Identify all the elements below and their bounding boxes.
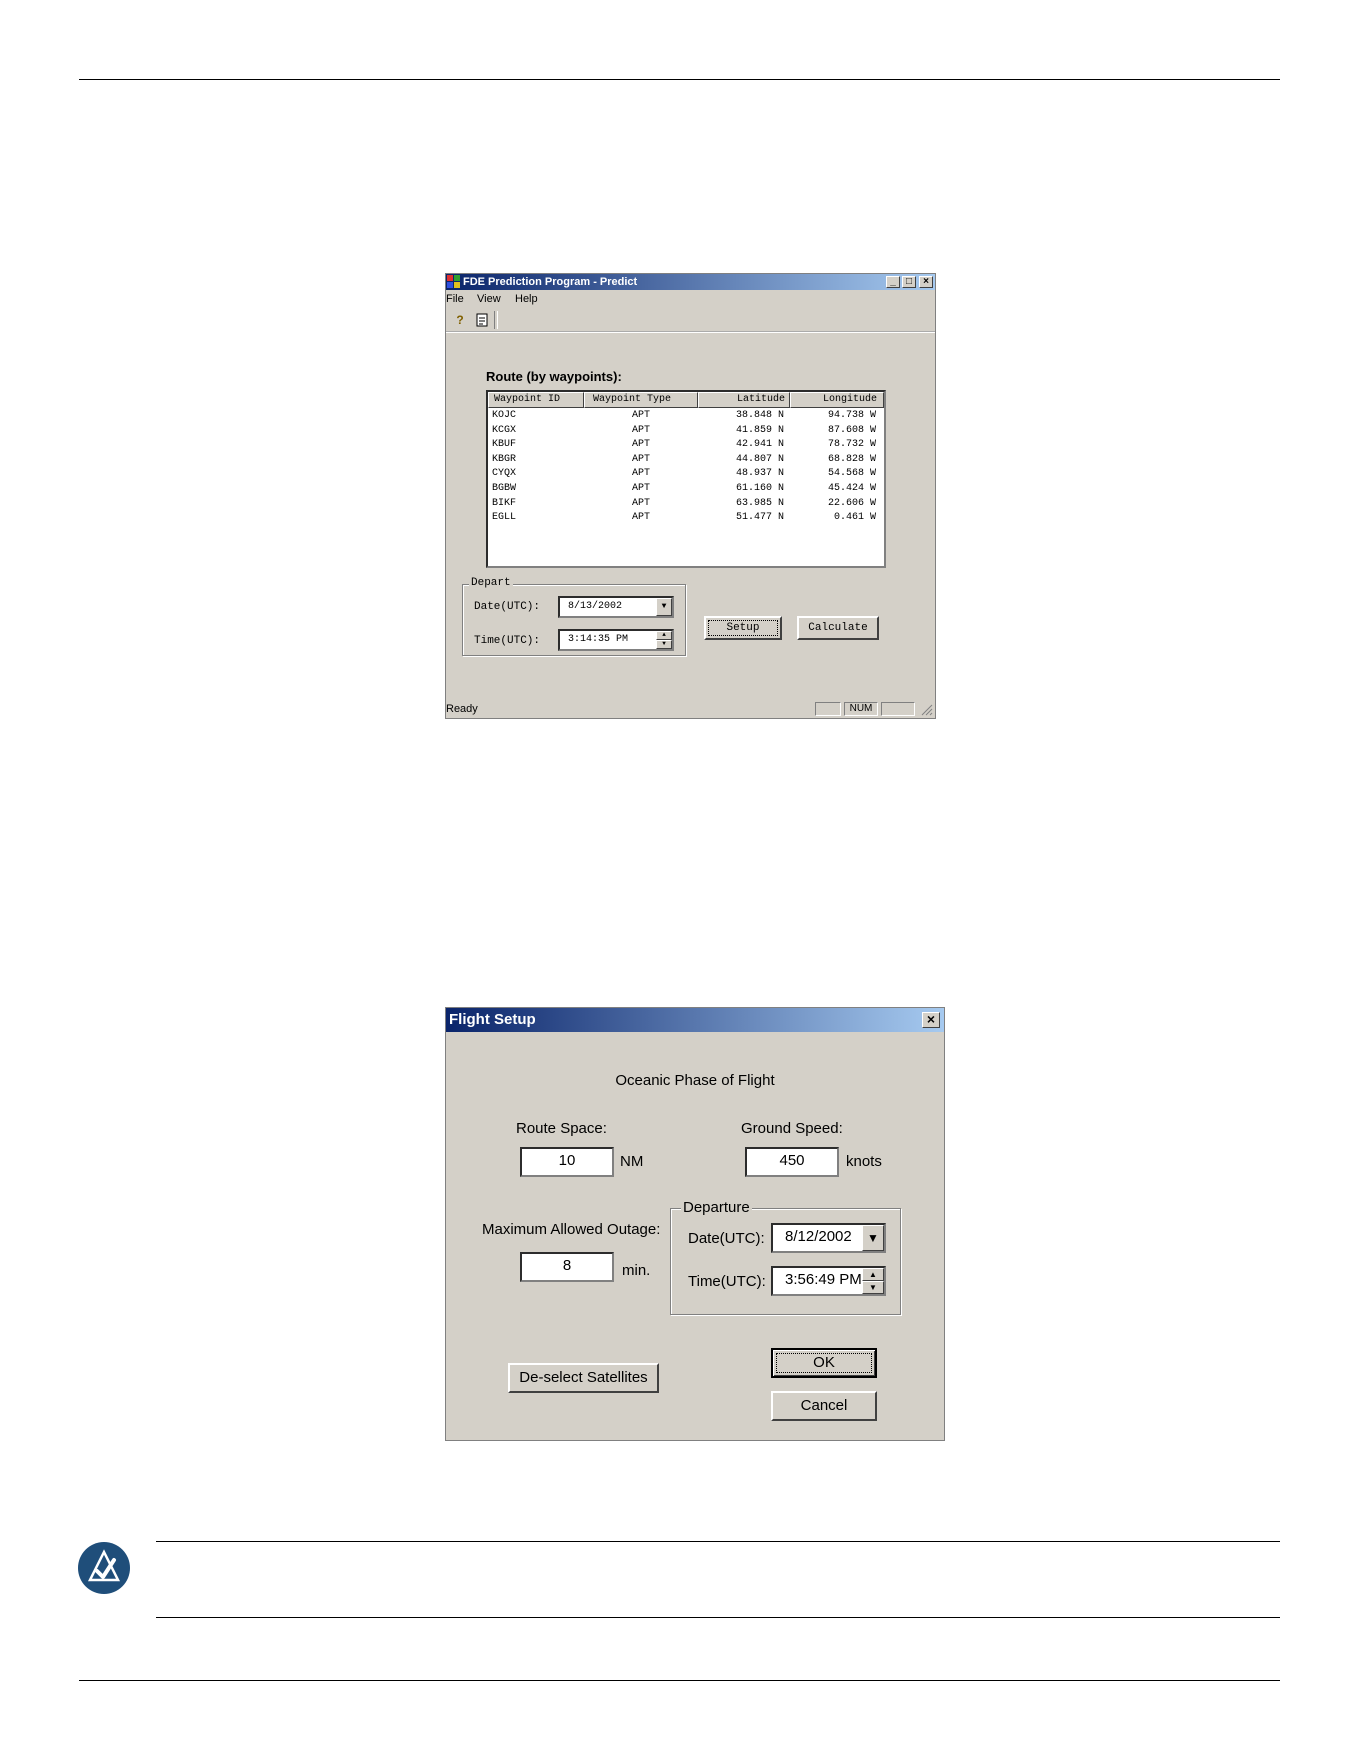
table-row[interactable] — [488, 438, 884, 453]
menu-help[interactable]: Help — [515, 293, 538, 305]
depart-time-field[interactable] — [558, 629, 674, 651]
cell-longitude: 54.568 W — [827, 468, 876, 480]
chevron-down-icon[interactable]: ▼ — [862, 1225, 884, 1251]
cell-waypoint-id: BGBW — [492, 483, 517, 494]
cell-latitude: 42.941 N — [735, 439, 784, 451]
fde-prediction-window — [445, 273, 936, 719]
depart-date-field[interactable] — [558, 596, 674, 618]
cell-waypoint-id: KCGX — [492, 424, 517, 436]
table-row[interactable] — [488, 482, 884, 497]
cell-latitude: 61.160 N — [735, 483, 784, 494]
deselect-satellites-button[interactable]: De-select Satellites — [508, 1363, 659, 1393]
depart-date-value: 8/13/2002 — [568, 601, 623, 612]
status-text: Ready — [446, 703, 478, 715]
app-icon — [447, 275, 461, 289]
ground-speed-field[interactable]: 450 — [745, 1147, 839, 1177]
column-waypoint-id[interactable]: Waypoint ID — [488, 392, 584, 408]
cell-longitude: 45.424 W — [827, 483, 876, 494]
cell-longitude: 87.608 W — [827, 424, 876, 436]
toolbar-separator — [494, 311, 498, 329]
cell-waypoint-id: CYQX — [492, 468, 517, 480]
status-pane-num: NUM — [844, 702, 878, 716]
document-icon[interactable] — [472, 311, 492, 329]
cell-waypoint-type: APT — [631, 468, 650, 480]
cell-waypoint-id: KBUF — [492, 439, 517, 451]
cell-longitude: 94.738 W — [827, 410, 876, 421]
cell-waypoint-type: APT — [631, 512, 650, 524]
chevron-down-icon[interactable]: ▼ — [656, 598, 672, 616]
cell-waypoint-type: APT — [631, 410, 650, 421]
dialog-title: Flight Setup — [449, 1011, 536, 1028]
table-row[interactable] — [488, 453, 884, 468]
dialog-title-bar — [446, 1008, 944, 1032]
menu-view[interactable]: View — [477, 293, 501, 305]
departure-date-field[interactable] — [771, 1223, 886, 1253]
departure-date-value: 8/12/2002 — [785, 1228, 852, 1245]
cell-waypoint-id: KBGR — [492, 453, 517, 465]
table-row[interactable] — [488, 467, 884, 482]
note-bottom-rule — [156, 1617, 1280, 1618]
window-title: FDE Prediction Program - Predict — [463, 276, 638, 288]
cell-latitude: 38.848 N — [735, 410, 784, 421]
cell-waypoint-type: APT — [631, 453, 650, 465]
cell-latitude: 63.985 N — [735, 497, 784, 509]
spin-down-icon[interactable]: ▼ — [656, 640, 672, 649]
checkmark-icon — [78, 1542, 130, 1594]
cell-latitude: 48.937 N — [735, 468, 784, 480]
footer-rule — [79, 1680, 1280, 1681]
cell-latitude: 41.859 N — [735, 424, 784, 436]
waypoint-list[interactable] — [486, 390, 886, 568]
outage-field[interactable]: 8 — [520, 1252, 614, 1282]
table-row[interactable] — [488, 409, 884, 424]
route-label: Route (by waypoints): — [486, 369, 622, 384]
setup-button[interactable]: Setup — [704, 616, 782, 640]
departure-date-label: Date(UTC): — [688, 1230, 765, 1247]
ground-speed-unit: knots — [846, 1153, 882, 1170]
status-bar — [446, 700, 935, 718]
cell-latitude: 51.477 N — [735, 512, 784, 524]
cell-longitude: 68.828 W — [827, 453, 876, 465]
cell-longitude: 78.732 W — [827, 439, 876, 451]
cell-waypoint-id: BIKF — [492, 497, 517, 509]
route-space-field[interactable]: 10 — [520, 1147, 614, 1177]
cell-latitude: 44.807 N — [735, 453, 784, 465]
cell-longitude: 0.461 W — [833, 512, 876, 524]
route-space-unit: NM — [620, 1153, 644, 1170]
note-top-rule — [156, 1541, 1280, 1542]
cell-waypoint-type: APT — [631, 483, 650, 494]
ground-speed-label: Ground Speed: — [741, 1120, 843, 1137]
dialog-heading: Oceanic Phase of Flight — [615, 1072, 775, 1089]
column-waypoint-type[interactable]: Waypoint Type — [584, 392, 698, 408]
menu-file[interactable]: File — [446, 293, 464, 305]
time-spinner[interactable] — [656, 631, 672, 649]
departure-time-field[interactable] — [771, 1266, 886, 1296]
departure-time-value: 3:56:49 PM — [785, 1271, 862, 1288]
table-row[interactable] — [488, 497, 884, 512]
cell-waypoint-type: APT — [631, 439, 650, 451]
flight-setup-dialog — [445, 1007, 945, 1441]
spin-up-icon[interactable]: ▲ — [656, 631, 672, 640]
column-longitude[interactable]: Longitude — [790, 392, 884, 408]
toolbar — [446, 309, 935, 333]
menu-bar — [446, 290, 935, 308]
status-pane-scroll — [881, 702, 915, 716]
depart-legend: Depart — [471, 577, 511, 589]
spin-up-icon[interactable]: ▲ — [862, 1268, 884, 1281]
outage-label: Maximum Allowed Outage: — [482, 1221, 661, 1238]
cell-waypoint-type: APT — [631, 424, 650, 436]
outage-unit: min. — [622, 1262, 651, 1279]
table-row[interactable] — [488, 424, 884, 439]
cell-waypoint-id: EGLL — [492, 512, 517, 524]
ok-button[interactable]: OK — [771, 1348, 877, 1378]
status-pane-caps — [815, 702, 841, 716]
spin-down-icon[interactable]: ▼ — [862, 1281, 884, 1294]
depart-time-label: Time(UTC): — [474, 635, 541, 647]
cell-waypoint-type: APT — [631, 497, 650, 509]
close-button[interactable]: × — [919, 276, 933, 288]
table-row[interactable] — [488, 511, 884, 526]
depart-time-value: 3:14:35 PM — [568, 634, 629, 645]
depart-date-label: Date(UTC): — [474, 601, 541, 613]
list-header — [488, 392, 884, 408]
route-space-label: Route Space: — [516, 1120, 607, 1137]
cancel-button[interactable]: Cancel — [771, 1391, 877, 1421]
title-bar — [446, 274, 935, 290]
column-latitude[interactable]: Latitude — [698, 392, 790, 408]
top-rule — [79, 79, 1280, 80]
time-spinner[interactable] — [862, 1268, 884, 1294]
calculate-button[interactable]: Calculate — [797, 616, 879, 640]
departure-legend: Departure — [683, 1199, 750, 1216]
close-icon[interactable]: × — [922, 1012, 940, 1028]
minimize-button[interactable]: _ — [886, 276, 900, 288]
help-icon[interactable]: ? — [456, 313, 464, 327]
maximize-button[interactable]: □ — [902, 276, 916, 288]
departure-time-label: Time(UTC): — [688, 1273, 766, 1290]
resize-grip-icon[interactable] — [921, 704, 933, 716]
cell-longitude: 22.606 W — [827, 497, 876, 509]
cell-waypoint-id: KOJC — [492, 410, 517, 421]
